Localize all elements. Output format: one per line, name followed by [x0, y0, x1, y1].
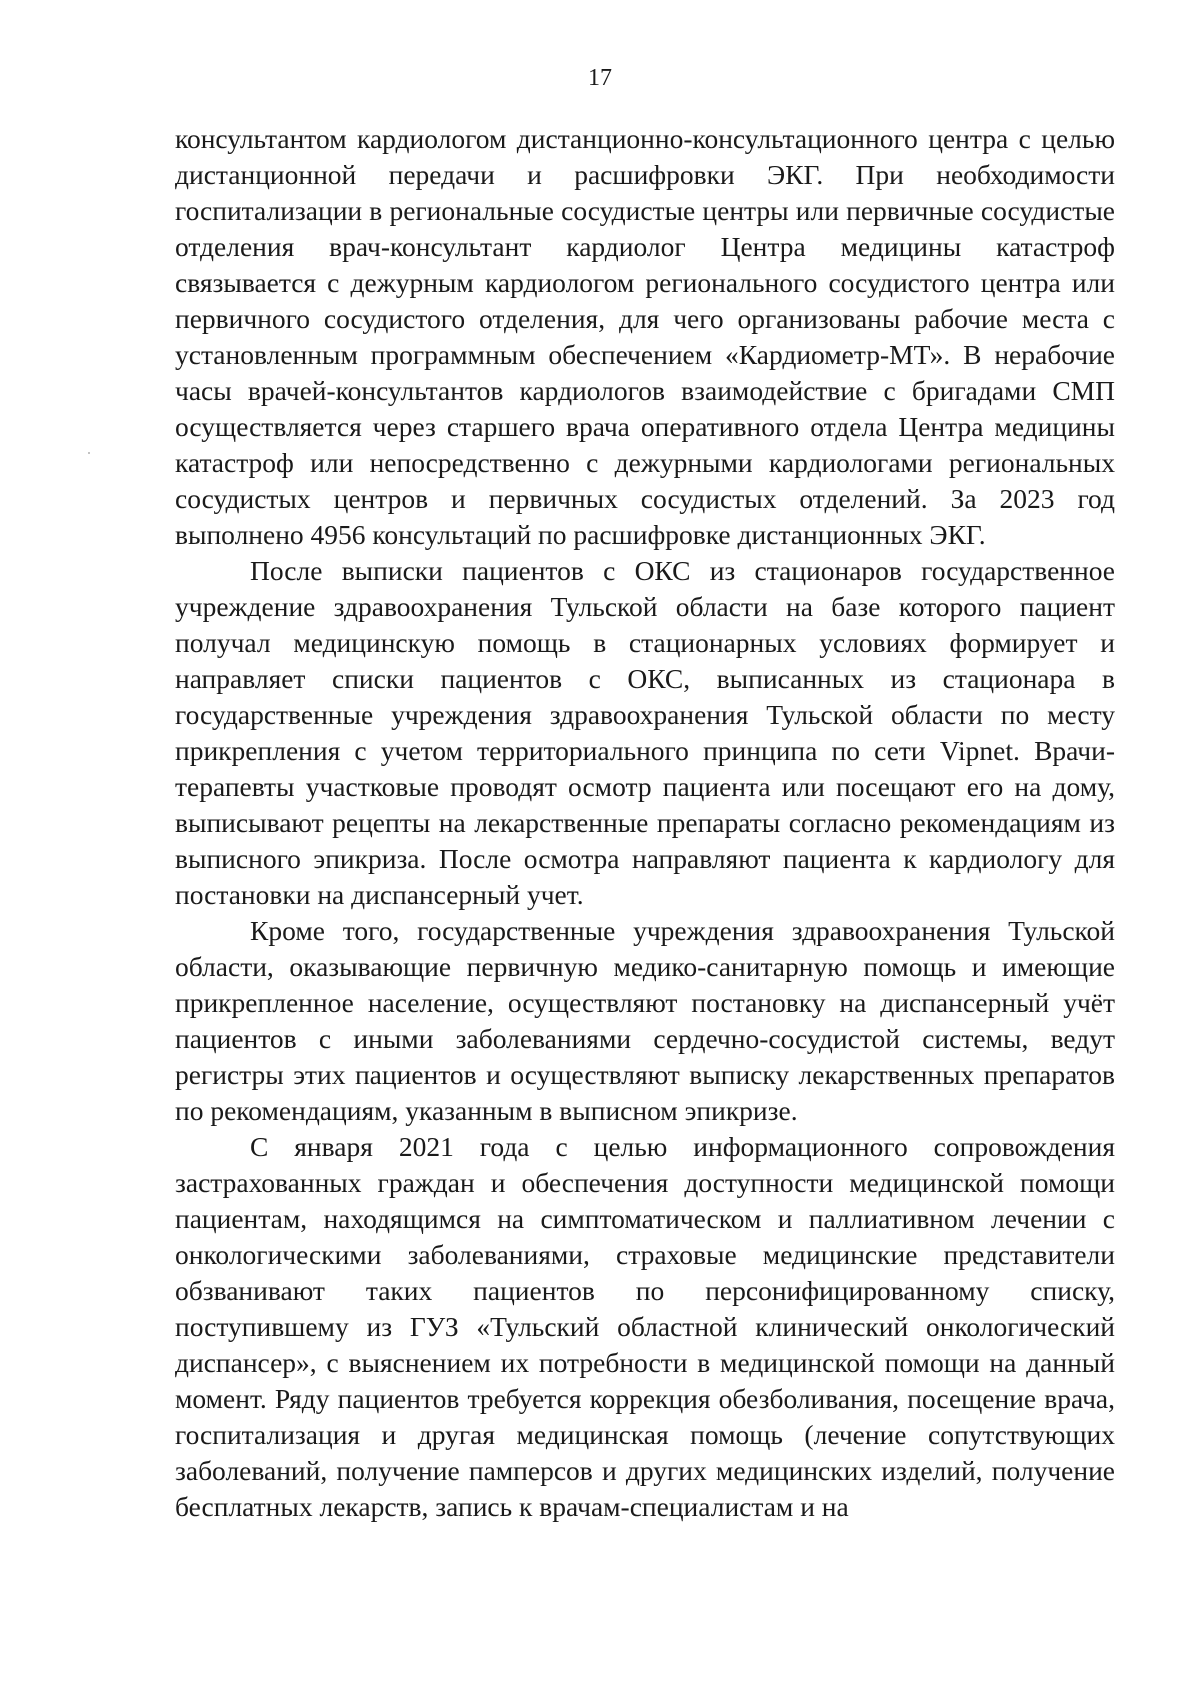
paragraph-dispensary-registration: Кроме того, государственные учреждения здравоохранения Тульской области, оказывающие первичную медико-санитарную помощь и имеющие прикрепленное население, осуществляют постановку на диспансерный учёт пациентов с иными заболеваниями сердечно-сосудистой системы, ведут регистры этих пациентов и осуществляют выписку лекарственных препаратов по рекомендациям, указанным в выписном эпикризе.: [175, 915, 1115, 1126]
scan-speck: [88, 452, 90, 454]
page-number: 17: [588, 65, 612, 91]
paragraph-oncology-support: С января 2021 года с целью информационного сопровождения застрахованных граждан и обеспечения доступности медицинской помощи пациентам, находящимся на симптоматическом и паллиативном лечении с онкологическими заболеваниями, страховые медицинские представители обзванивают таких пациентов по персонифицированному списку, поступившему из ГУЗ «Тульский областной клинический онкологический диспансер», с выяснением их потребности в медицинской помощи на данный момент. Ряду пациентов требуется коррекция обезболивания, посещение врача, госпитализация и другая медицинская помощь (лечение сопутствующих заболеваний, получение памперсов и других медицинских изделий, получение бесплатных лекарств, запись к врачам-специалистам и на: [175, 1131, 1115, 1522]
document-body: [175, 121, 1115, 1525]
paragraph-discharge-patients: После выписки пациентов с ОКС из стационаров государственное учреждение здравоохранения Тульской области на базе которого пациент получал медицинскую помощь в стационарных условиях формирует и направляет списки пациентов с ОКС, выписанных из стационара в государственные учреждения здравоохранения Тульской области по месту прикрепления с учетом территориального принципа по сети Vipnet. Врачи-терапевты участковые проводят осмотр пациента или посещают его на дому, выписывают рецепты на лекарственные препараты согласно рекомендациям из выписного эпикриза. После осмотра направляют пациента к кардиологу для постановки на диспансерный учет.: [175, 555, 1115, 910]
paragraph-continuation: консультантом кардиологом дистанционно-консультационного центра с целью дистанционной передачи и расшифровки ЭКГ. При необходимости госпитализации в региональные сосудистые центры или первичные сосудистые отделения врач-консультант кардиолог Центра медицины катастроф связывается с дежурным кардиологом регионального сосудистого центра или первичного сосудистого отделения, для чего организованы рабочие места с установленным программным обеспечением «Кардиометр-МТ». В нерабочие часы врачей-консультантов кардиологов взаимодействие с бригадами СМП осуществляется через старшего врача оперативного отдела Центра медицины катастроф или непосредственно с дежурными кардиологами региональных сосудистых центров и первичных сосудистых отделений. За 2023 год выполнено 4956 консультаций по расшифровке дистанционных ЭКГ.: [175, 123, 1115, 550]
